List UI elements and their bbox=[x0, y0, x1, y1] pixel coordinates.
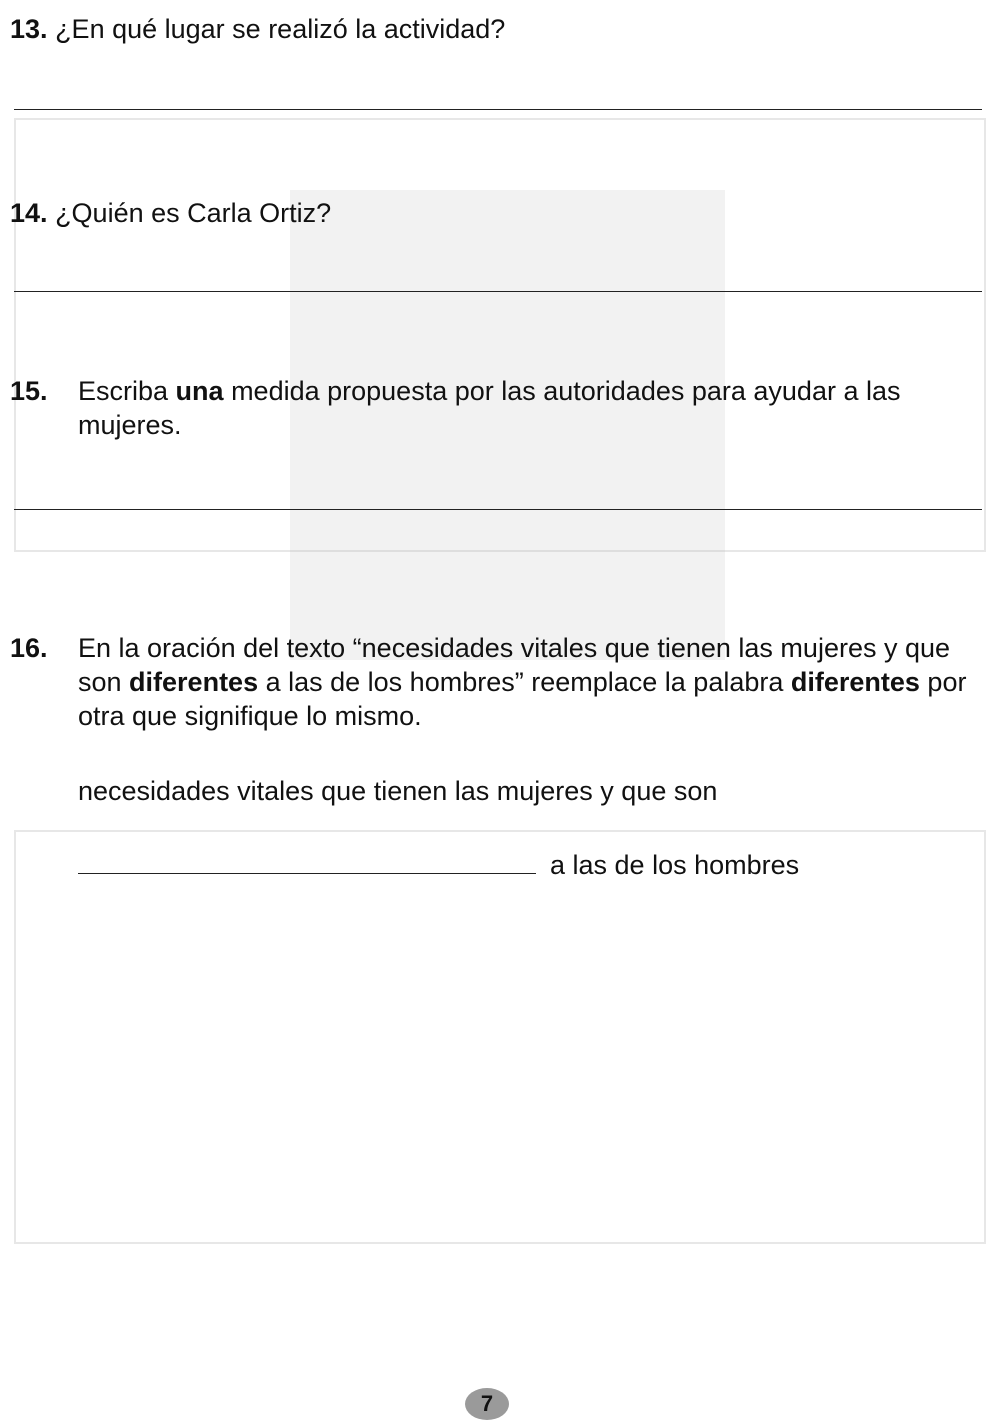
answer-line-14[interactable] bbox=[14, 291, 982, 292]
show-through-box-top bbox=[14, 118, 986, 552]
question-text: ¿Quién es Carla Ortiz? bbox=[55, 198, 332, 228]
page-number-badge: 7 bbox=[465, 1388, 509, 1420]
show-through-box-bottom bbox=[14, 830, 986, 1244]
fill-in-row bbox=[78, 842, 799, 882]
question-13 bbox=[10, 12, 980, 46]
question-text-bold: diferentes bbox=[790, 667, 920, 697]
answer-line-15[interactable] bbox=[14, 509, 982, 510]
question-number: 13. bbox=[10, 14, 48, 44]
question-text-part: En la oración del texto “necesidades vitales que tienen las mujeres y que son bbox=[78, 633, 951, 697]
question-text-part: medida propuesta por las autoridades para ayudar a las mujeres. bbox=[78, 376, 901, 440]
question-text-part: a las de los hombres” reemplace la palabra bbox=[258, 667, 791, 697]
question-number: 15. bbox=[10, 376, 48, 406]
sentence-end: a las de los hombres bbox=[550, 850, 800, 880]
fill-in-blank[interactable] bbox=[78, 873, 536, 874]
question-text-part: Escriba bbox=[78, 376, 176, 406]
question-number: 16. bbox=[10, 633, 48, 663]
question-text-bold: una bbox=[175, 376, 224, 406]
question-text-part: por otra que signifique lo mismo. bbox=[78, 667, 967, 731]
question-16 bbox=[10, 631, 982, 733]
question-text-bold: diferentes bbox=[129, 667, 259, 697]
question-text: ¿En qué lugar se realizó la actividad? bbox=[55, 14, 506, 44]
question-number: 14. bbox=[10, 198, 48, 228]
answer-line-13[interactable] bbox=[14, 109, 982, 110]
question-15 bbox=[10, 374, 980, 442]
question-14 bbox=[10, 196, 980, 230]
sentence-start: necesidades vitales que tienen las mujeres y que son bbox=[78, 776, 718, 806]
